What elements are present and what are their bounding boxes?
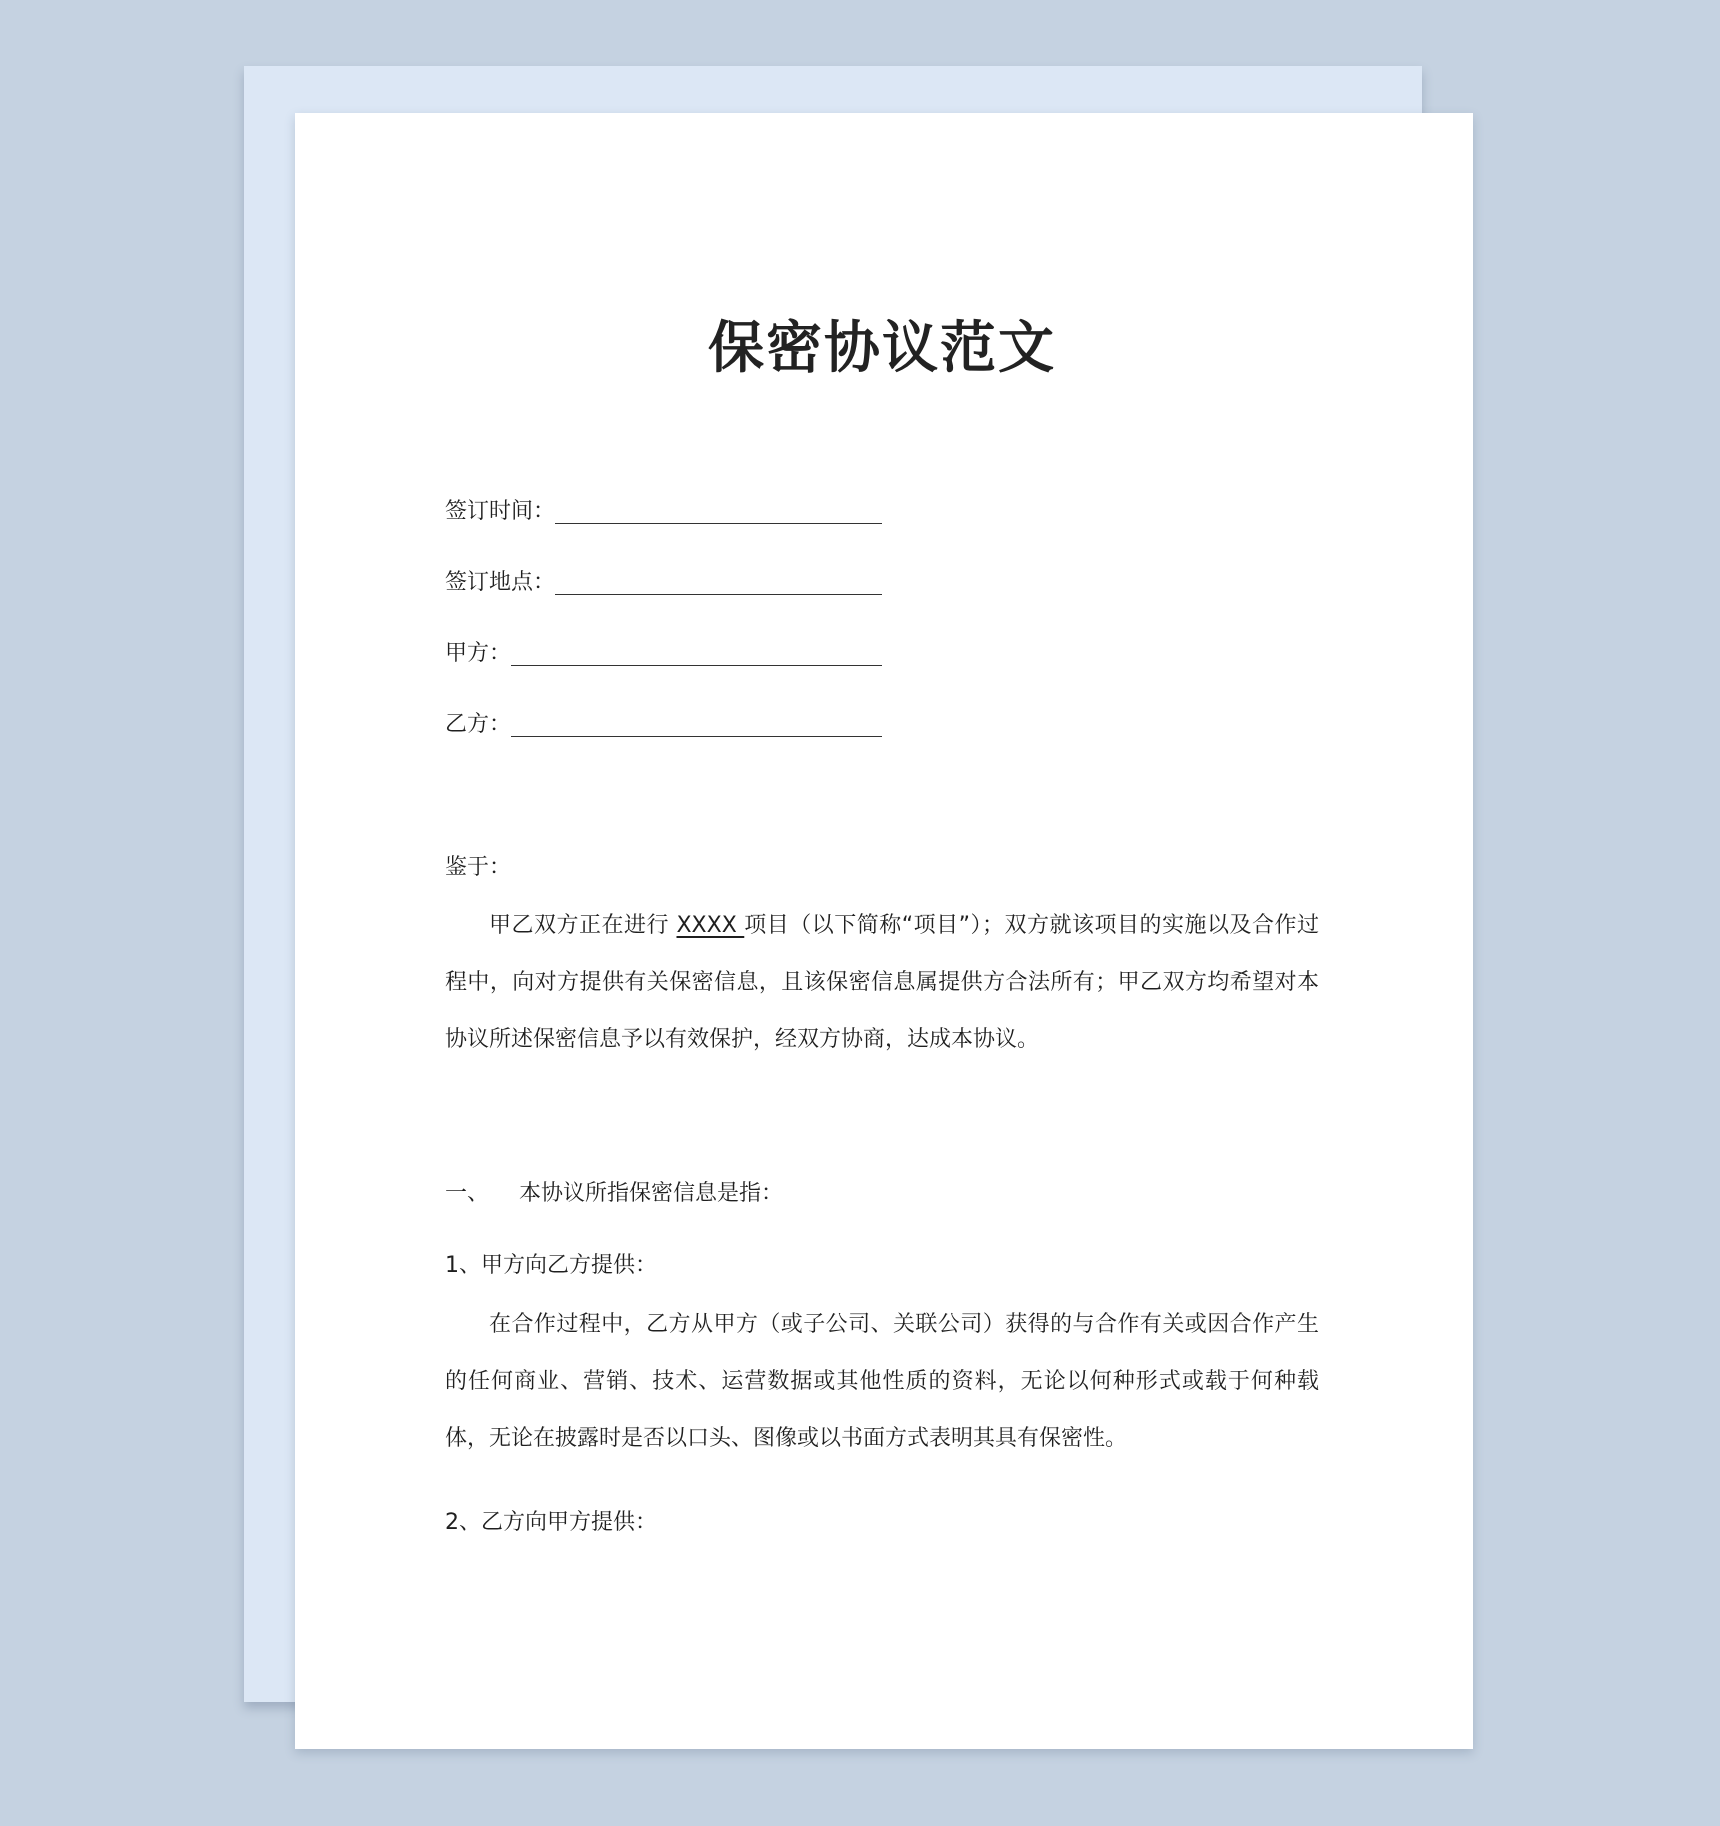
document-title: 保密协议范文: [708, 316, 1056, 381]
recital-paragraph: [445, 897, 1319, 1068]
signing-time-field: [445, 497, 882, 527]
signing-time-blank: [555, 522, 882, 524]
project-name: XXXX: [676, 913, 745, 938]
party-a-label: 甲方：: [445, 641, 512, 666]
section-1-title: 本协议所指保密信息是指：: [519, 1181, 784, 1206]
party-b-blank: [511, 735, 882, 737]
signing-place-label: 签订地点：: [445, 570, 556, 595]
party-a-blank: [511, 664, 882, 666]
party-a-field: [445, 639, 882, 669]
signing-time-label: 签订时间：: [445, 499, 556, 524]
recital-text-after: 项目（以下简称“项目”）；双方就该项目的实施以及合作过程中，向对方提供有关保密信息，且该保密信息属提供方合法所有；甲乙双方均希望对本协议所述保密信息予以有效保护，经双方协商，达成本协议。: [445, 913, 1320, 1052]
party-b-field: [445, 710, 882, 740]
item-1-heading: 1、甲方向乙方提供：: [445, 1253, 657, 1278]
item-2-heading: 2、乙方向甲方提供：: [445, 1510, 657, 1535]
item-1-paragraph: 在合作过程中，乙方从甲方（或子公司、关联公司）获得的与合作有关或因合作产生的任何商业、营销、技术、运营数据或其他性质的资料，无论以何种形式或载于何种载体，无论在披露时是否以口头、图像或以书面方式表明其具有保密性。: [445, 1312, 1319, 1451]
section-1-number: 一、: [445, 1181, 490, 1206]
document-page: [295, 113, 1473, 1749]
signing-place-field: [445, 568, 882, 598]
recital-heading: 鉴于：: [445, 855, 512, 880]
recital-text-before: 甲乙双方正在进行: [489, 913, 677, 938]
section-1-heading: [445, 1179, 783, 1209]
signing-place-blank: [555, 593, 882, 595]
party-b-label: 乙方：: [445, 712, 512, 737]
